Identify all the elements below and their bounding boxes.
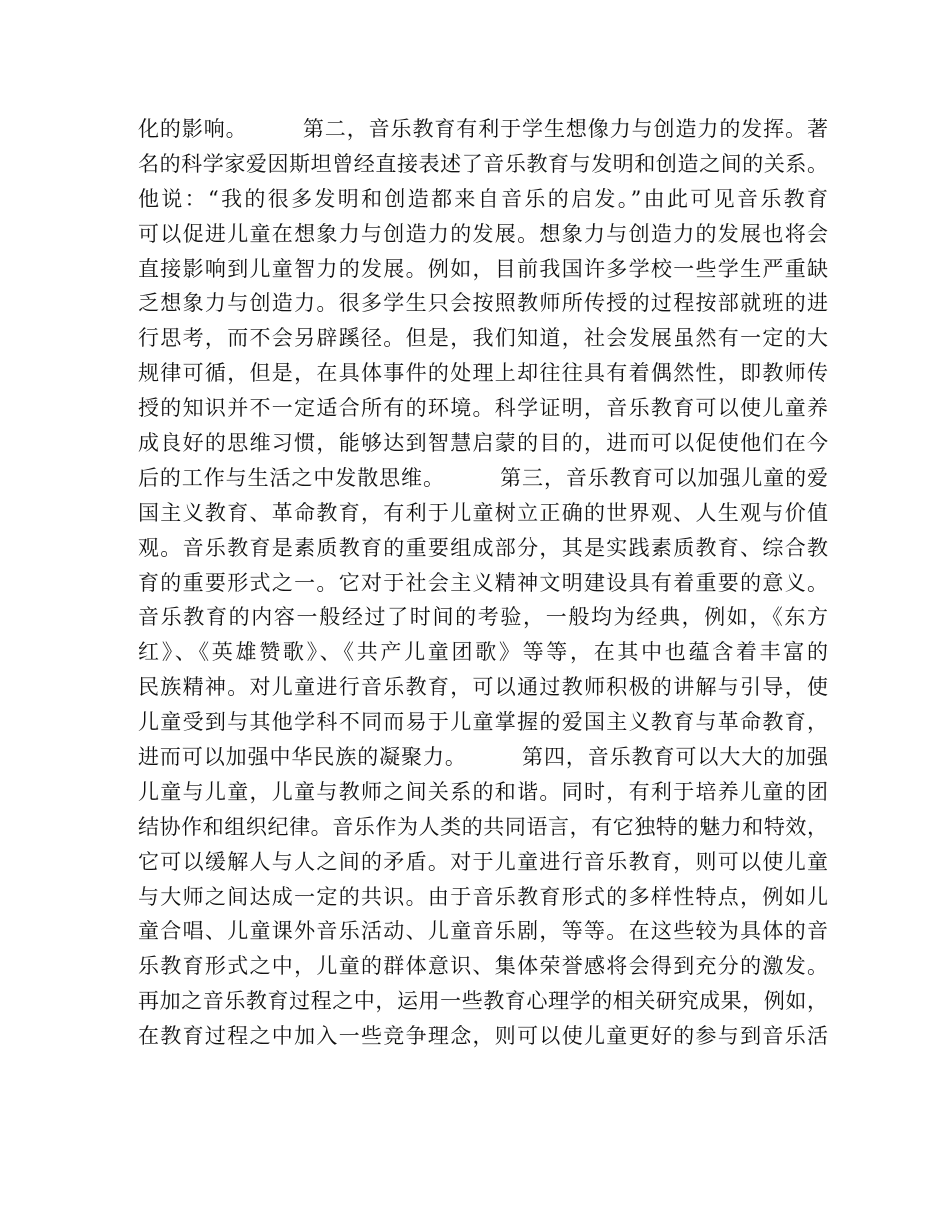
text-line: 他说：“我的很多发明和创造都来自音乐的启发。”由此可见音乐教育: [138, 186, 828, 211]
text-line: 名的科学家爱因斯坦曾经直接表述了音乐教育与发明和创造之间的关系。: [138, 151, 828, 176]
text-line: 儿童与儿童，儿童与教师之间关系的和谐。同时，有利于培养儿童的团: [138, 779, 828, 804]
text-line: 后的工作与生活之中发散思维。 第三，音乐教育可以加强儿童的爱: [138, 465, 828, 490]
text-line: 儿童受到与其他学科不同而易于儿童掌握的爱国主义教育与革命教育，: [138, 710, 828, 735]
text-line: 在教育过程之中加入一些竞争理念，则可以使儿童更好的参与到音乐活: [138, 1024, 828, 1049]
text-line: 可以促进儿童在想象力与创造力的发展。想象力与创造力的发展也将会: [138, 221, 828, 246]
text-line: 音乐教育的内容一般经过了时间的考验，一般均为经典，例如，《东方: [138, 605, 828, 630]
text-line: 国主义教育、革命教育，有利于儿童树立正确的世界观、人生观与价值: [138, 500, 828, 525]
text-line: 行思考，而不会另辟蹊径。但是，我们知道，社会发展虽然有一定的大: [138, 326, 828, 351]
text-line: 成良好的思维习惯，能够达到智慧启蒙的目的，进而可以促使他们在今: [138, 431, 828, 456]
text-line: 结协作和组织纪律。音乐作为人类的共同语言，有它独特的魅力和特效，: [138, 814, 828, 839]
text-line: 乐教育形式之中，儿童的群体意识、集体荣誉感将会得到充分的激发。: [138, 954, 828, 979]
text-line: 进而可以加强中华民族的凝聚力。 第四，音乐教育可以大大的加强: [138, 745, 828, 770]
text-line: 民族精神。对儿童进行音乐教育，可以通过教师积极的讲解与引导，使: [138, 675, 828, 700]
text-line: 规律可循，但是，在具体事件的处理上却往往具有着偶然性，即教师传: [138, 361, 828, 386]
text-line: 它可以缓解人与人之间的矛盾。对于儿童进行音乐教育，则可以使儿童: [138, 849, 828, 874]
text-line: 直接影响到儿童智力的发展。例如，目前我国许多学校一些学生严重缺: [138, 256, 828, 281]
text-line: 育的重要形式之一。它对于社会主义精神文明建设具有着重要的意义。: [138, 570, 828, 595]
text-line: 与大师之间达成一定的共识。由于音乐教育形式的多样性特点，例如儿: [138, 884, 828, 909]
text-line: 再加之音乐教育过程之中，运用一些教育心理学的相关研究成果，例如，: [138, 989, 828, 1014]
text-line: 观。音乐教育是素质教育的重要组成部分，其是实践素质教育、综合教: [138, 535, 828, 560]
text-line: 乏想象力与创造力。很多学生只会按照教师所传授的过程按部就班的进: [138, 291, 828, 316]
text-line: 红》、《英雄赞歌》、《共产儿童团歌》等等，在其中也蕴含着丰富的: [138, 640, 828, 665]
text-line: 童合唱、儿童课外音乐活动、儿童音乐剧，等等。在这些较为具体的音: [138, 919, 828, 944]
text-line: 授的知识并不一定适合所有的环境。科学证明，音乐教育可以使儿童养: [138, 396, 828, 421]
text-line: 化的影响。 第二，音乐教育有利于学生想像力与创造力的发挥。著: [138, 117, 828, 141]
body-text: [138, 112, 828, 1054]
